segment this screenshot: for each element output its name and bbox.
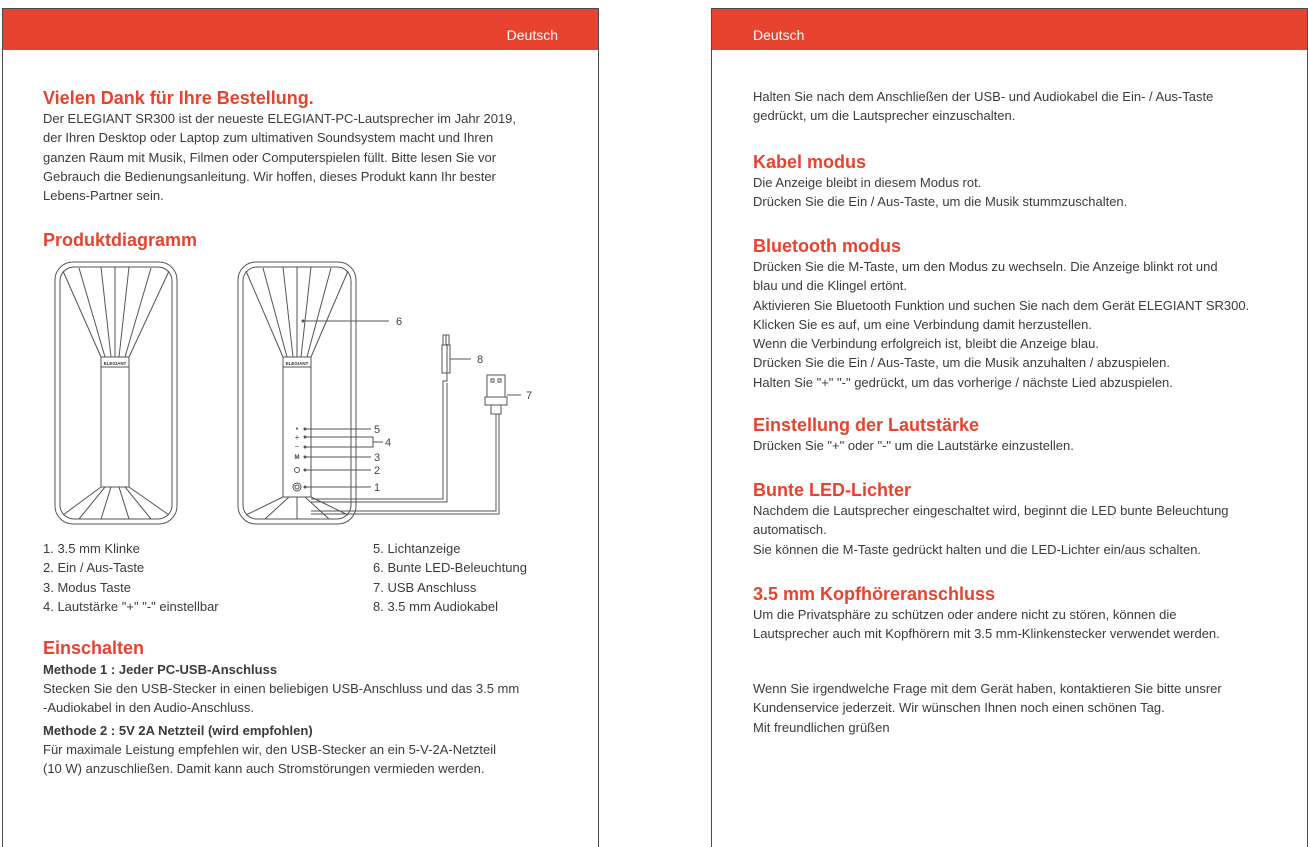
- thanks-line: Der ELEGIANT SR300 ist der neueste ELEGIANT-PC-Lautsprecher im Jahr 2019,: [43, 111, 517, 126]
- thanks-heading: Vielen Dank für Ihre Bestellung.: [43, 88, 314, 108]
- thanks-line: Gebrauch die Bedienungsanleitung. Wir hoffen, dieses Produkt kann Ihr bester: [43, 168, 496, 184]
- language-label: Deutsch: [506, 27, 558, 43]
- language-label: Deutsch: [753, 27, 805, 43]
- thanks-line: ganzen Raum mit Musik, Filmen oder Computerspielen füllt. Bitte lesen Sie vor: [43, 149, 497, 165]
- closing-line: Wenn Sie irgendwelche Frage mit dem Gerät haben, kontaktieren Sie bitte unsrer: [753, 681, 1222, 696]
- method1-line: -Audiokabel in den Audio-Anschluss.: [43, 700, 255, 716]
- closing-paragraph: [753, 679, 1298, 737]
- legend-item: 1. 3.5 mm Klinke: [43, 541, 140, 556]
- diagram-heading: Produktdiagramm: [43, 230, 198, 250]
- legend-item: 5. Lichtanzeige: [373, 541, 461, 556]
- volume-line: Drücken Sie "+" oder "-" um die Lautstärke einzustellen.: [753, 438, 1074, 453]
- manual-page-left: [2, 8, 599, 847]
- legend-item: 2. Ein / Aus-Taste: [43, 560, 145, 576]
- intro-paragraph: [753, 87, 1298, 126]
- callout-number: 3: [374, 452, 381, 464]
- headphone-text: [753, 605, 1298, 644]
- legend-item: 4. Lautstärke "+" "-" einstellbar: [43, 598, 219, 614]
- callout-number: 7: [526, 390, 533, 402]
- method2-line: Für maximale Leistung empfehlen wir, den USB-Stecker an ein 5-V-2A-Netzteil: [43, 741, 497, 757]
- legend-item: 6. Bunte LED-Beleuchtung: [373, 560, 527, 576]
- volume-heading: Einstellung der Lautstärke: [753, 415, 980, 435]
- legend-item: 7. USB Anschluss: [373, 579, 477, 595]
- manual-page-right: [711, 8, 1308, 847]
- speaker-front-illustration: [55, 262, 177, 524]
- callout-number: 4: [385, 437, 392, 449]
- led-text: [753, 501, 1298, 559]
- intro-line: gedrückt, um die Lautsprecher einzuschalten.: [753, 108, 1016, 124]
- svg-text:−: −: [294, 442, 300, 451]
- power-heading: Einschalten: [43, 638, 145, 658]
- language-header-band: [712, 9, 1307, 50]
- audio-jack-illustration: [442, 335, 471, 373]
- cable-mode-heading: Kabel modus: [753, 152, 867, 172]
- callout-number: 5: [374, 424, 381, 436]
- cable-line: Die Anzeige bleibt in diesem Modus rot.: [753, 175, 982, 190]
- bluetooth-line: Drücken Sie die M-Taste, um den Modus zu wechseln. Die Anzeige blinkt rot und: [753, 259, 1218, 274]
- bluetooth-mode-heading: Bluetooth modus: [753, 236, 901, 256]
- brand-logo-controls: ELEGIANT: [285, 361, 309, 366]
- bluetooth-line: blau und die Klingel ertönt.: [753, 278, 907, 294]
- bluetooth-line: Halten Sie "+" "-" gedrückt, um das vorherige / nächste Lied abzuspielen.: [753, 374, 1173, 390]
- led-line: automatisch.: [753, 522, 827, 538]
- callout-number: 6: [396, 316, 403, 328]
- closing-line: Mit freundlichen grüßen: [753, 719, 890, 735]
- thanks-line: der Ihren Desktop oder Laptop zum ultimativen Soundsystem macht und Ihren: [43, 130, 494, 146]
- cable-mode-text: [753, 173, 1298, 212]
- method1-line: Stecken Sie den USB-Stecker in einen beliebigen USB-Anschluss und das 3.5 mm: [43, 681, 520, 696]
- bluetooth-line: Wenn die Verbindung erfolgreich ist, bleibt die Anzeige blau.: [753, 336, 1099, 352]
- callout-number: 1: [374, 482, 381, 494]
- method2-line: (10 W) anzuschließen. Damit kann auch Stromstörungen vermieden werden.: [43, 760, 485, 776]
- method2-title: Methode 2 : 5V 2A Netzteil (wird empfohlen): [43, 722, 313, 738]
- headphone-heading: 3.5 mm Kopfhöreranschluss: [753, 584, 996, 604]
- diagram-legend-right: [373, 539, 593, 616]
- svg-text:M: M: [294, 455, 300, 461]
- legend-item: 3. Modus Taste: [43, 579, 131, 595]
- language-header-band: [3, 9, 598, 50]
- bluetooth-line: Drücken Sie die Ein / Aus-Taste, um die Musik anzuhalten / abzuspielen.: [753, 355, 1170, 371]
- intro-line: Halten Sie nach dem Anschließen der USB- und Audiokabel die Ein- / Aus-Taste: [753, 89, 1214, 104]
- usb-plug-illustration: [485, 375, 521, 414]
- product-diagram: [3, 249, 600, 534]
- headphone-line: Um die Privatsphäre zu schützen oder andere nicht zu stören, können die: [753, 607, 1177, 622]
- speaker-controls-illustration: [238, 262, 499, 524]
- brand-logo-front: ELEGIANT: [103, 361, 127, 366]
- closing-line: Kundenservice jederzeit. Wir wünschen Ihnen noch einen schönen Tag.: [753, 700, 1165, 716]
- led-line: Sie können die M-Taste gedrückt halten und die LED-Lichter ein/aus schalten.: [753, 541, 1202, 557]
- led-line: Nachdem die Lautsprecher eingeschaltet wird, beginnt die LED bunte Beleuchtung: [753, 503, 1229, 518]
- volume-text: [753, 436, 1298, 455]
- callout-number: 2: [374, 465, 381, 477]
- bluetooth-mode-text: [753, 257, 1303, 392]
- legend-item: 8. 3.5 mm Audiokabel: [373, 598, 499, 614]
- svg-text:•: •: [295, 426, 299, 433]
- bluetooth-line: Aktivieren Sie Bluetooth Funktion und suchen Sie nach dem Gerät ELEGIANT SR300.: [753, 297, 1250, 313]
- headphone-line: Lautsprecher auch mit Kopfhörern mit 3.5 mm-Klinkenstecker verwendet werden.: [753, 626, 1220, 642]
- callout-number: 8: [477, 354, 484, 366]
- thanks-paragraph: [43, 109, 583, 205]
- bluetooth-line: Klicken Sie es auf, um eine Verbindung damit herzustellen.: [753, 316, 1092, 332]
- power-section: [43, 661, 588, 778]
- led-heading: Bunte LED-Lichter: [753, 480, 912, 500]
- thanks-line: Lebens-Partner sein.: [43, 188, 164, 204]
- diagram-legend-left: [43, 539, 343, 616]
- svg-text:+: +: [294, 433, 300, 442]
- method1-title: Methode 1 : Jeder PC-USB-Anschluss: [43, 662, 278, 677]
- cable-line: Drücken Sie die Ein / Aus-Taste, um die Musik stummzuschalten.: [753, 194, 1128, 210]
